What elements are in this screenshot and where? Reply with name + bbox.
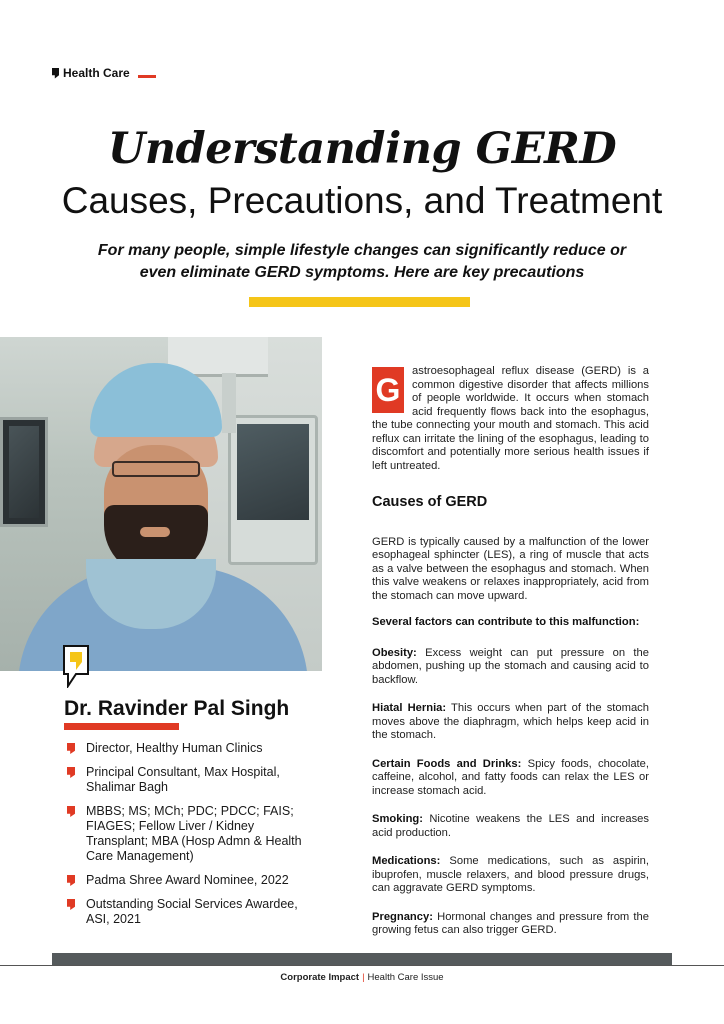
list-item: Principal Consultant, Max Hospital, Shalimar Bagh <box>66 765 306 795</box>
flag-bullet-icon <box>67 806 75 817</box>
footer-rule <box>0 965 724 966</box>
factor-item: Pregnancy: Hormonal changes and pressure from the growing fetus can also trigger GERD. <box>372 910 649 936</box>
flag-bullet-icon <box>67 767 75 778</box>
footer-separator: | <box>362 972 365 983</box>
factor-item: Hiatal Hernia: This occurs when part of the stomach moves above the diaphragm, which helps keep acid in the stomach. <box>372 702 649 741</box>
flag-icon <box>52 68 59 79</box>
factor-item: Medications: Some medications, such as aspirin, ibuprofen, muscle relaxers, and blood pressure drugs, can aggravate GERD symptoms. <box>372 855 649 894</box>
article-body <box>372 365 649 953</box>
flag-bullet-icon <box>67 743 75 754</box>
author-photo <box>0 337 322 671</box>
factor-item: Smoking: Nicotine weakens the LES and increases acid production. <box>372 813 649 839</box>
factor-item: Certain Foods and Drinks: Spicy foods, chocolate, caffeine, alcohol, and fatty foods can relax the LES or increase stomach acid. <box>372 757 649 797</box>
name-rule <box>64 723 179 730</box>
drop-cap: G <box>372 367 404 413</box>
list-item: Director, Healthy Human Clinics <box>66 741 306 756</box>
flag-bullet-icon <box>67 899 75 910</box>
list-item: Outstanding Social Services Awardee, ASI, 2021 <box>66 897 306 927</box>
issue-name: Health Care Issue <box>367 972 444 983</box>
deck-rule <box>249 297 470 307</box>
causes-heading: Causes of GERD <box>372 494 488 510</box>
list-item: Padma Shree Award Nominee, 2022 <box>66 873 306 888</box>
publication-name: Corporate Impact <box>280 972 360 983</box>
article-subtitle: Causes, Precautions, and Treatment <box>61 180 663 221</box>
credentials-list <box>66 741 306 936</box>
article-title: Understanding GERD <box>107 124 617 174</box>
section-tag <box>52 66 156 80</box>
factor-item: Obesity: Excess weight can put pressure on the abdomen, pushing up the stomach and causing acid to backflow. <box>372 646 649 686</box>
flag-bullet-icon <box>67 875 75 886</box>
quote-bubble-icon <box>62 644 90 688</box>
section-label: Health Care <box>63 66 130 80</box>
author-name: Dr. Ravinder Pal Singh <box>64 697 290 720</box>
footer <box>0 972 724 983</box>
causes-paragraph: GERD is typically caused by a malfunction of the lower esophageal sphincter (LES), a ring of muscle that acts as a valve between the esophagus and stomach. When this valve weakens or relaxes inappropriately, acid from the stomach can move upward. <box>372 535 649 602</box>
list-item: MBBS; MS; MCh; PDC; PDCC; FAIS; FIAGES; Fellow Liver / Kidney Transplant; MBA (Hosp Admn & Health Care Management) <box>66 804 306 864</box>
footer-bar <box>52 953 672 965</box>
section-dash <box>138 75 156 78</box>
article-deck: For many people, simple lifestyle changes can significantly reduce or even eliminate GERD symptoms. Here are key precautions <box>97 242 627 281</box>
intro-paragraph: G astroesophageal reflux disease (GERD) is a common digestive disorder that affects millions of people worldwide. It occurs when stomach acid frequently flows back into the esophagus, the tube connecting your mouth and stomach. This acid reflux can irritate the lining of the esophagus, leading to discomfort and potentially more serious health issues if left untreated. <box>372 365 649 472</box>
factors-lead: Several factors can contribute to this malfunction: <box>372 616 640 628</box>
